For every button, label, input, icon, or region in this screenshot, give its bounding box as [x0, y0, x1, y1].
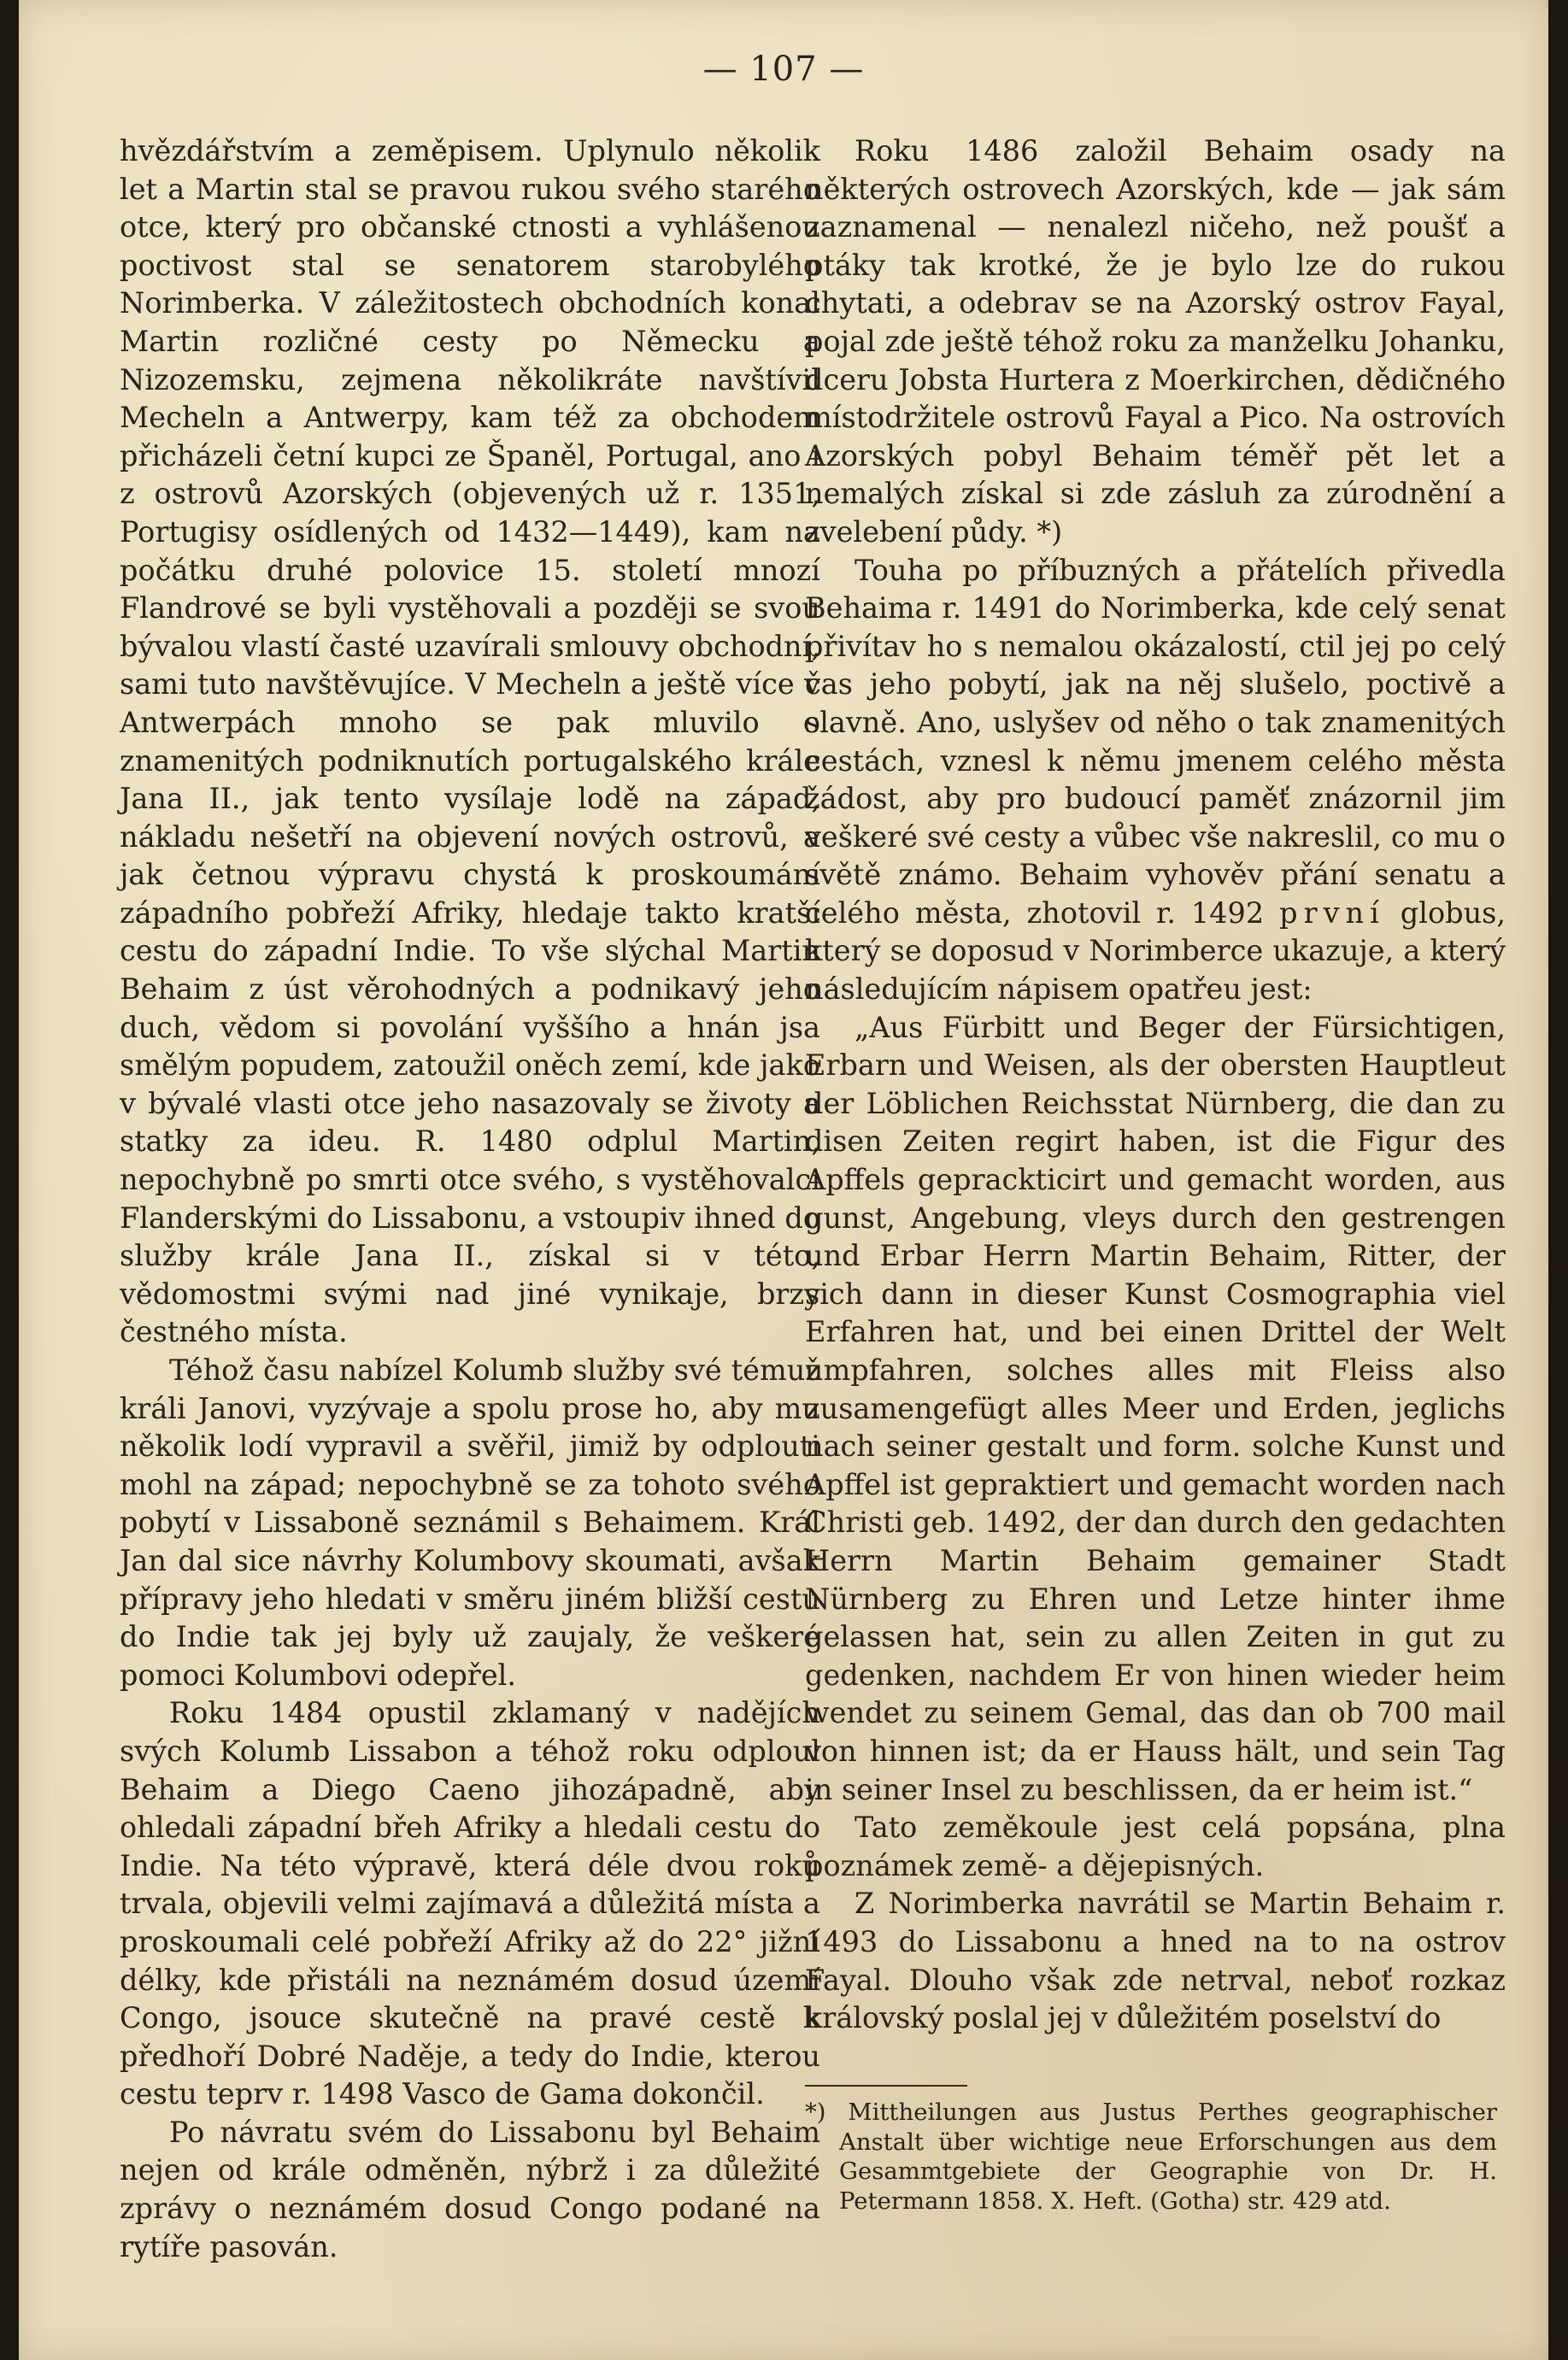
right-paragraph-3: Tato zeměkoule jest celá popsána, plna poznámek země- a dějepisných.	[805, 1811, 1506, 1882]
left-paragraph-1: hvězdářstvím a zeměpisem. Uplynulo několik let a Martin stal se pravou rukou svého starého otce, který pro občanské ctnosti a vyhlášenou poctivost stal se senatorem starobylého Norimberka. V záležitostech obchodních konal Martin rozličné cesty po Německu a Nizozemsku, zejmena několikráte navštívil Mecheln a Antwerpy, kam též za obchodem přicházeli četní kupci ze Španěl, Portugal, ano i z ostrovů Azorských (objevených už r. 1351, Portugisy osídlených od 1432—1449), kam na počátku druhé polovice 15. století mnozí Flandrové se byli vystěhovali a později se svou bývalou vlastí časté uzavírali smlouvy obchodní, sami tuto navštěvujíce. V Mecheln a ještě více v Antwerpách mnoho se pak mluvilo o znamenitých podniknutích portugalského krále Jana II., jak tento vysílaje lodě na západ, nákladu nešetří na objevení nových ostrovů, a jak četnou výpravu chystá k proskoumání západního pobřeží Afriky, hledaje takto kratší cestu do západní Indie. To vše slýchal Martin Behaim z úst věrohodných a podnikavý jeho duch, vědom si povolání vyššího a hnán jsa smělým popudem, zatoužil oněch zemí, kde jako v bývalé vlasti otce jeho nasazovaly se životy a statky za ideu. R. 1480 odplul Martin, nepochybně po smrti otce svého, s vystěhovalci Flanderskými do Lissabonu, a vstoupiv ihned do služby krále Jana II., získal si v této, vědomostmi svými nad jiné vynikaje, brzy čestného místa.	[120, 134, 820, 1349]
left-paragraph-3: Roku 1484 opustil zklamaný v nadějích svých Kolumb Lissabon a téhož roku odploul Behaim a Diego Caeno jihozápadně, aby ohledali západní břeh Afriky a hledali cestu do Indie. Na této výpravě, která déle dvou roků trvala, objevili velmi zajímavá a důležitá místa a proskoumali celé pobřeží Afriky až do 22° jižní délky, kde přistáli na neznámém dosud území Congo, jsouce skutečně na pravé cestě k předhoří Dobré Naděje, a tedy do Indie, kterou cestu teprv r. 1498 Vasco de Gama dokončil.	[120, 1696, 820, 2111]
left-paragraph-4: Po návratu svém do Lissabonu byl Behaim nejen od krále odměněn, nýbrž i za důležité zprávy o neznámém dosud Congo podané na rytíře pasován.	[120, 2115, 820, 2263]
spaced-emphasis-word: první	[1279, 895, 1385, 930]
footnote-divider	[805, 2085, 967, 2087]
right-paragraph-2-end: globus, který se doposud v Norimberce ukazuje, a který následujícím nápisem opatřeu jest:	[805, 895, 1506, 1007]
right-column	[805, 132, 1506, 2038]
right-paragraph-2-start: Touha po příbuzných a přátelích přivedla Behaima r. 1491 do Norimberka, kde celý senat přivítav ho s nemalou okázalostí, ctil jej po celý čas jeho pobytí, jak na něj slušelo, poctivě a slavně. Ano, uslyšev od něho o tak znamenitých cestách, vznesl k němu jmenem celého města žádost, aby pro budoucí paměť znázornil jim veškeré své cesty a vůbec vše nakreslil, co mu o světě známo. Behaim vyhověv přání senatu a celého města, zhotovil r. 1492	[805, 553, 1506, 930]
left-paragraph-2: Téhož času nabízel Kolumb služby své témuž králi Janovi, vyzývaje a spolu prose ho, aby mu několik lodí vypravil a svěřil, jimiž by odplouti mohl na západ; nepochybně se za tohoto svého pobytí v Lissaboně seznámil s Behaimem. Král Jan dal sice návrhy Kolumbovy skoumati, avšak přípravy jeho hledati v směru jiném bližší cestu do Indie tak jej byly už zaujaly, že veškeré pomoci Kolumbovi odepřel.	[120, 1353, 820, 1692]
page-number: — 107 —	[702, 50, 865, 89]
book-page	[19, 0, 1548, 2360]
right-paragraph-4: Z Norimberka navrátil se Martin Behaim r. 1493 do Lissabonu a hned na to na ostrov Fayal. Dlouho však zde netrval, neboť rozkaz královský poslal jej v důležitém poselství do	[805, 1887, 1506, 2035]
globe-inscription-quote: „Aus Fürbitt und Beger der Fürsichtigen, Erbarn und Weisen, als der obersten Hauptleut der Löblichen Reichsstat Nürnberg, die dan zu disen Zeiten regirt haben, ist die Figur des Apffels geprackticirt und gemacht worden, aus gunst, Angebung, vleys durch den gestrengen und Erbar Herrn Martin Behaim, Ritter, der sich dann in dieser Kunst Cosmographia viel Erfahren hat, und bei einen Drittel der Welt umpfahren, solches alles mit Fleiss also zusamengefügt alles Meer und Erden, jeglichs nach seiner gestalt und form. solche Kunst und Apffel ist gepraktiert und gemacht worden nach Christi geb. 1492, der dan durch den gedachten Herrn Martin Behaim gemainer Stadt Nürnberg zu Ehren und Letze hinter ihme gelassen hat, sein zu allen Zeiten in gut zu gedenken, nachdem Er von hinen wieder heim wendet zu seinem Gemal, das dan ob 700 mail von hinnen ist; da er Hauss hält, und sein Tag in seiner Insel zu beschlissen, da er heim ist.“	[805, 1010, 1506, 1806]
right-paragraph-2	[805, 552, 1506, 1009]
footnote: *) Mittheilungen aus Justus Perthes geographischer Anstalt über wichtige neue Erforschungen aus dem Gesammtgebiete der Geographie von Dr. H. Petermann 1858. X. Heft. (Gotha) str. 429 atd.	[805, 2099, 1497, 2215]
right-paragraph-1: Roku 1486 založil Behaim osady na některých ostrovech Azorských, kde — jak sám zaznamenal — nenalezl ničeho, než poušť a ptáky tak krotké, že je bylo lze do rukou chytati, a odebrav se na Azorský ostrov Fayal, pojal zde ještě téhož roku za manželku Johanku, dceru Jobsta Hurtera z Moerkirchen, dědičného místodržitele ostrovů Fayal a Pico. Na ostrovích Azorských pobyl Behaim téměř pět let a nemalých získal si zde zásluh za zúrodnění a zvelebení půdy. *)	[805, 134, 1506, 549]
left-column	[120, 132, 820, 2266]
